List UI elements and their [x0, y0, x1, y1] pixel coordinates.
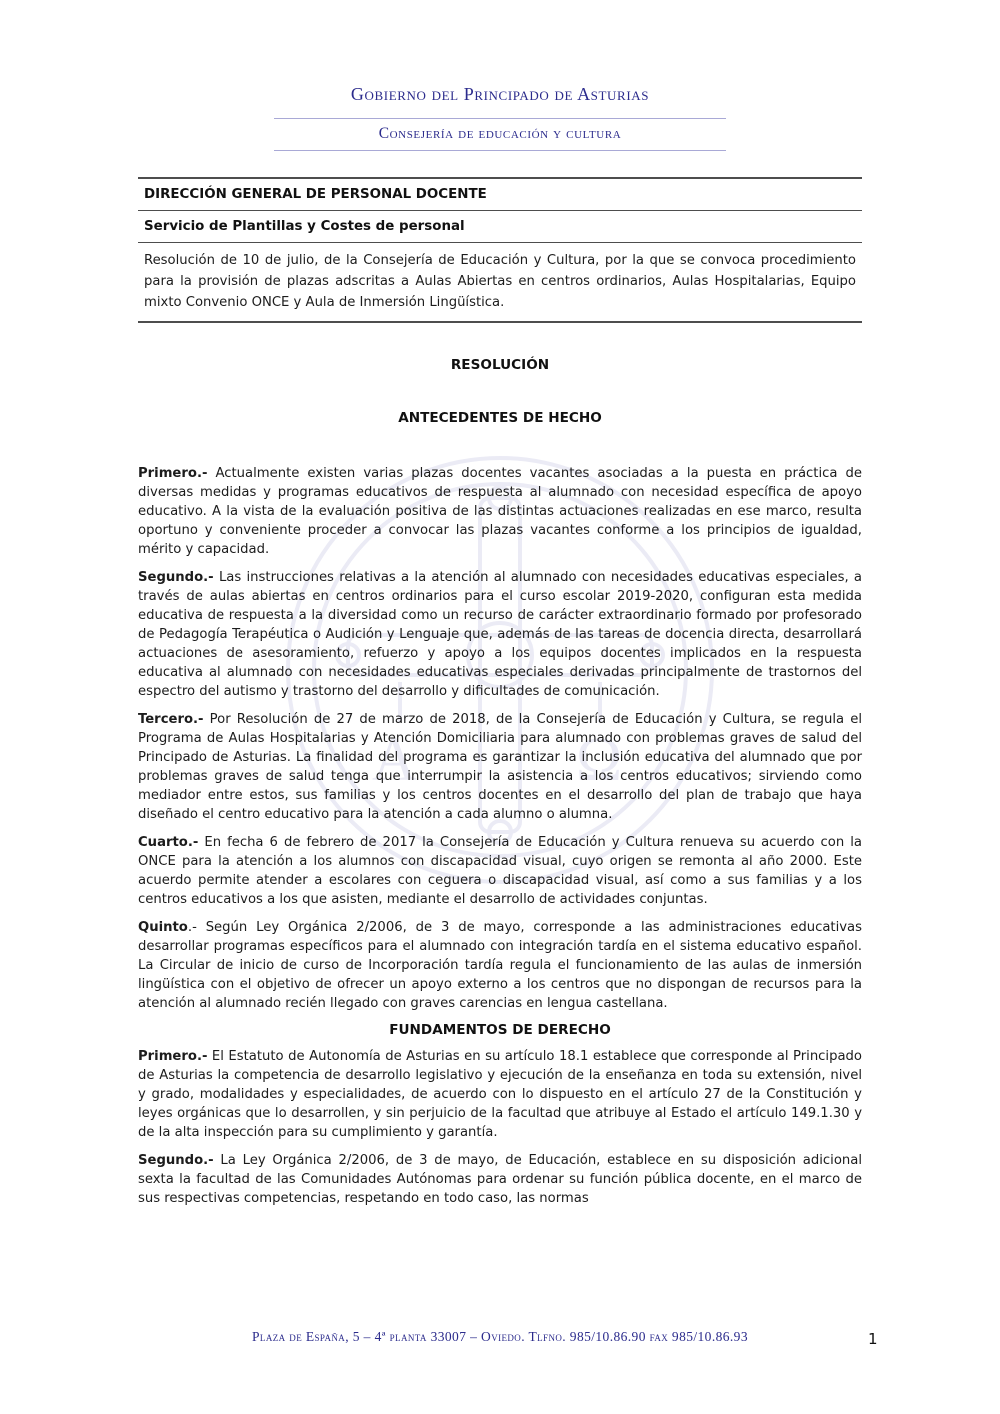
direccion-general-row: DIRECCIÓN GENERAL DE PERSONAL DOCENTE: [138, 179, 862, 211]
paragraph-lead: Cuarto.-: [138, 835, 199, 851]
paragraph-lead: Tercero.-: [138, 712, 204, 728]
government-title: Gobierno del Principado de Asturias: [350, 84, 650, 104]
paragraph-lead: Primero.-: [138, 466, 208, 482]
heading-fundamentos-de-derecho: FUNDAMENTOS DE DERECHO: [389, 1022, 611, 1039]
heading-antecedentes-de-hecho: ANTECEDENTES DE HECHO: [398, 410, 602, 427]
antecedentes-paragraph-cuarto: [138, 833, 862, 909]
heading-resolucion: RESOLUCIÓN: [450, 357, 550, 374]
paragraph-text: En fecha 6 de febrero de 2017 la Consejería de Educación y Cultura renueva su acuerdo con la ONCE para la atención a los alumnos con discapacidad visual, cuyo origen se remonta al año 2000. Este acuerdo permite atender a escolares con ceguera o discapacidad visual, así como a sus familias y a los centros educativos a los que asisten, mediante el desarrollo de actividades conjuntas.: [138, 835, 862, 908]
antecedentes-paragraph-tercero: [138, 710, 862, 824]
paragraph-text: Según Ley Orgánica 2/2006, de 3 de mayo, corresponde a las administraciones educativas desarrollar programas específicos para el alumnado con integración tardía en el sistema educativo español. La Circular de inicio de curso de Incorporación tardía regula el funcionamiento de las aulas de inmersión lingüística con el objetivo de ofrecer un apoyo externo a los centros que no dispongan de recursos para la atención al alumnado recién llegado con graves carencias en lengua castellana.: [138, 920, 862, 1012]
paragraph-lead: Segundo.-: [138, 570, 214, 586]
paragraph-lead: Segundo.-: [138, 1153, 214, 1169]
header-separator-box: [274, 118, 726, 151]
footer-address: Plaza de España, 5 – 4ª planta 33007 – Oviedo. Tlfno. 985/10.86.90 fax 985/10.86.93: [252, 1329, 748, 1344]
document-content: [138, 0, 862, 1208]
paragraph-text: El Estatuto de Autonomía de Asturias en su artículo 18.1 establece que corresponde al Principado de Asturias la competencia de desarrollo legislativo y ejecución de la enseñanza en toda su extensión, nivel y grado, modalidades y especialidades, de acuerdo con lo dispuesto en el artículo 27 de la Constitución y leyes orgánicas que lo desarrollen, y sin perjuicio de la facultad que atribuye al Estado el artículo 149.1.30 y de la alta inspección para su cumplimiento y garantía.: [138, 1049, 862, 1141]
svg-text:Α: Α: [372, 726, 417, 794]
paragraph-lead: Quinto: [138, 920, 188, 936]
paragraph-lead: Primero.-: [138, 1049, 208, 1065]
antecedentes-paragraph-quinto: [138, 918, 862, 1013]
svg-text:Ω: Ω: [576, 726, 623, 794]
paragraph-text: Por Resolución de 27 de marzo de 2018, de la Consejería de Educación y Cultura, se regula el Programa de Aulas Hospitalarias y Atención Domiciliaria para alumnado con problemas graves de salud del Principado de Asturias. La finalidad del programa es garantizar la inclusión educativa del alumnado que por problemas graves de salud tenga que interrumpir la asistencia a los centros educativos; sirviendo como mediador entre estos, sus familias y los centros docentes en el desarrollo del plan de trabajo que haya diseñado el centro educativo para la atención a cada alumno o alumna.: [138, 712, 862, 823]
antecedentes-paragraph-segundo: [138, 568, 862, 701]
department-title: Consejería de educación y cultura: [378, 125, 622, 142]
paragraph-separator: .-: [187, 920, 197, 936]
paragraph-text: La Ley Orgánica 2/2006, de 3 de mayo, de Educación, establece en su disposición adicional sexta la facultad de las Comunidades Autónomas para ordenar su función pública docente, en el marco de sus respectivas competencias, respetando en todo caso, las normas: [138, 1153, 862, 1207]
fundamentos-paragraph-segundo: [138, 1151, 862, 1208]
antecedentes-paragraph-primero: [138, 464, 862, 559]
info-table: [138, 177, 862, 323]
servicio-row: Servicio de Plantillas y Costes de personal: [138, 211, 862, 243]
resolucion-summary-row: Resolución de 10 de julio, de la Consejería de Educación y Cultura, por la que se convoca procedimiento para la provisión de plazas adscritas a Aulas Abiertas en centros ordinarios, Aulas Hospitalarias, Equipo mixto Convenio ONCE y Aula de Inmersión Lingüística.: [144, 253, 856, 310]
page-number: 1: [868, 1330, 878, 1348]
paragraph-text: Actualmente existen varias plazas docentes vacantes asociadas a la puesta en práctica de diversas medidas y programas educativos de respuesta al alumnado con necesidad específica de apoyo educativo. A la vista de la evaluación positiva de las distintas actuaciones realizadas en ese marco, resulta oportuno y conveniente proceder a convocar las plazas vacantes conforme a los principios de igualdad, mérito y capacidad.: [138, 466, 862, 558]
paragraph-text: Las instrucciones relativas a la atención al alumnado con necesidades educativas especiales, a través de aulas abiertas en centros ordinarios para el curso escolar 2019-2020, configuran esta medida educativa de respuesta a la diversidad como un recurso de carácter extraordinario formado por profesorado de Pedagogía Terapéutica o Audición y Lenguaje que, además de las tareas de docencia directa, desarrollará actuaciones de asesoramiento, refuerzo y apoyo a los equipos docentes implicados en la respuesta educativa al alumnado con necesidades educativas especiales derivadas principalmente de trastornos del espectro del autismo y trastorno del desarrollo y dificultades de comunicación.: [138, 570, 862, 700]
fundamentos-paragraph-primero: [138, 1047, 862, 1142]
